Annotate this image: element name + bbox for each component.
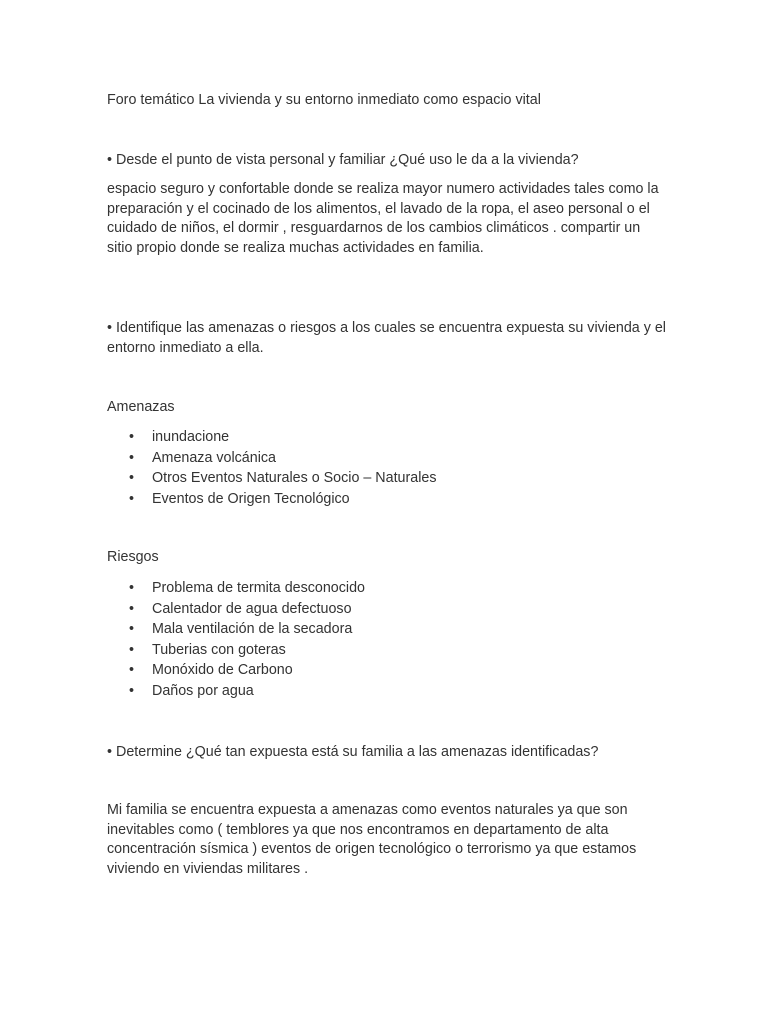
list-item: • Problema de termita desconocido [107, 578, 365, 599]
list-item: • Daños por agua [107, 681, 365, 702]
answer-1: espacio seguro y confortable donde se realiza mayor numero actividades tales como la preparación y el cocinado de los alimentos, el lavado de la ropa, el aseo personal o el cuidado de niños, el dormir , resguardarnos de los cambios climáticos . compartir un sitio propio donde se realiza muchas actividades en familia. [107, 181, 659, 256]
document-title: Foro temático La vivienda y su entorno inmediato como espacio vital [107, 92, 541, 108]
question-3 [107, 742, 667, 762]
question-1 [107, 150, 667, 170]
list-item: • inundacione [107, 427, 437, 448]
list-item: • Monóxido de Carbono [107, 660, 365, 681]
riesgos-list [107, 578, 365, 701]
list-item: • Mala ventilación de la secadora [107, 619, 365, 640]
list-item: • Tuberias con goteras [107, 640, 365, 661]
question-3-text: • Determine ¿Qué tan expuesta está su familia a las amenazas identificadas? [107, 744, 598, 760]
answer-3: Mi familia se encuentra expuesta a amenazas como eventos naturales ya que son inevitables como ( temblores ya que nos encontramos en departamento de alta concentración sísmica ) eventos de origen tecnológico o terrorismo ya que estamos viviendo en viviendas militares . [107, 802, 637, 877]
question-1-text: • Desde el punto de vista personal y familiar ¿Qué uso le da a la vivienda? [107, 152, 579, 168]
list-item: • Calentador de agua defectuoso [107, 599, 365, 620]
amenazas-list [107, 427, 437, 509]
question-2 [107, 318, 667, 358]
question-2-text: • Identifique las amenazas o riesgos a los cuales se encuentra expuesta su vivienda y el entorno inmediato a ella. [107, 320, 666, 356]
list-item: • Amenaza volcánica [107, 448, 437, 469]
list-item: • Eventos de Origen Tecnológico [107, 489, 437, 510]
riesgos-heading: Riesgos [107, 549, 159, 565]
amenazas-heading: Amenazas [107, 399, 175, 415]
list-item: • Otros Eventos Naturales o Socio – Naturales [107, 468, 437, 489]
